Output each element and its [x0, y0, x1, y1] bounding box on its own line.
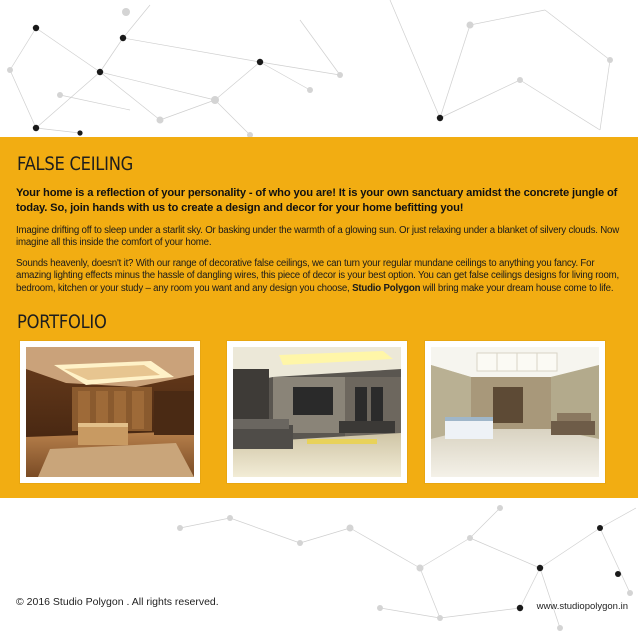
paragraph-2 [16, 258, 628, 295]
network-pattern-top [0, 0, 638, 140]
paragraph-1: Imagine drifting off to sleep under a starlit sky. Or basking under the warmth of a glowing sun. Or just relaxing under a blanket of silvery clouds. Now imagine all this inside the comfort of your home. [16, 225, 620, 249]
lead-text: Your home is a reflection of your personality - of who you are! It is your own sanctuary amidst the concrete jungle of today. So, join hands with us to create a design and decor for your home befitting you! [16, 187, 618, 214]
brand-name: Studio Polygon [352, 282, 421, 294]
portfolio-title: PORTFOLIO [17, 311, 107, 333]
portfolio-image-3[interactable] [425, 341, 605, 483]
content-band [0, 137, 638, 498]
reception-lobby-photo [431, 347, 599, 477]
office-interior-photo [26, 347, 194, 477]
website-link[interactable]: www.studiopolygon.in [536, 601, 628, 612]
paragraph-2-text: Sounds heavenly, doesn't it? With our range of decorative false ceilings, we can turn your regular mundane ceilings to anything you fancy. For amazing lighting effects minus the hassle of dangling wires, this piece of decor is your best option. You can get false ceilings designs for living room, bedroom, kitchen or your study – any room you want and any design you choose, [16, 258, 620, 294]
copyright-text: © 2016 Studio Polygon . All rights reserved. [16, 596, 219, 608]
section-title: FALSE CEILING [17, 153, 134, 175]
paragraph-2-tail: will bring make your dream house come to life. [420, 282, 614, 294]
living-room-photo [233, 347, 401, 477]
portfolio-image-1[interactable] [20, 341, 200, 483]
network-pattern-bottom [0, 498, 638, 638]
portfolio-image-2[interactable] [227, 341, 407, 483]
